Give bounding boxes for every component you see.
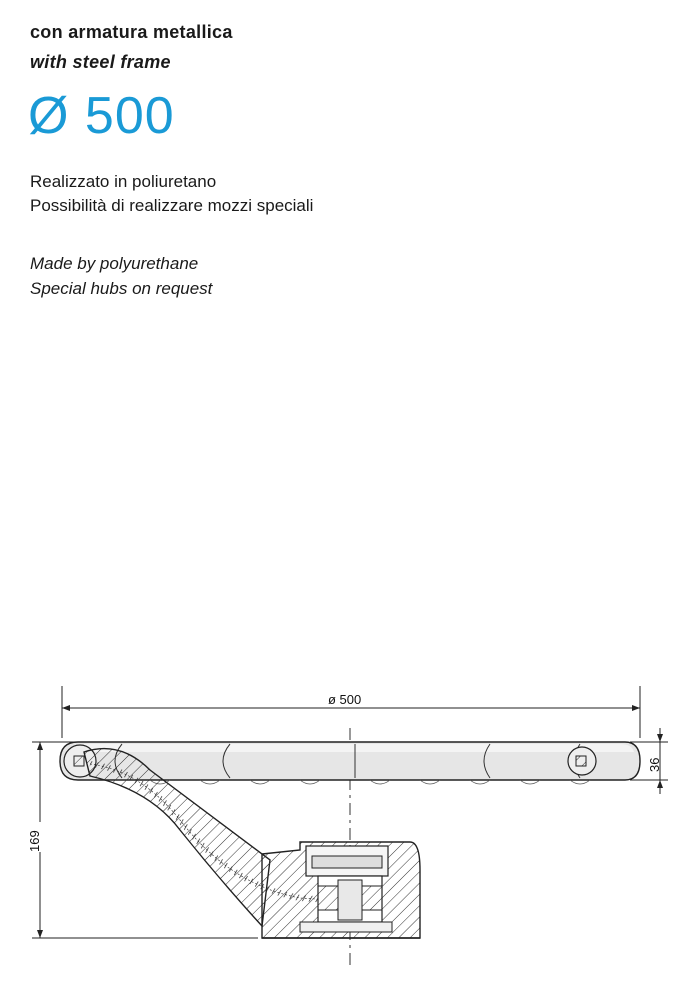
description-italian [30, 170, 313, 218]
description-line: Possibilità di realizzare mozzi speciali [30, 196, 314, 215]
diameter-dimension [62, 686, 640, 738]
title-english: with steel frame [30, 52, 171, 72]
wheel-hub [262, 842, 420, 938]
diameter-heading: Ø 500 [28, 87, 175, 145]
diameter-label: ø 500 [328, 692, 362, 707]
description-line: Realizzato in poliuretano [30, 172, 217, 191]
title-italian: con armatura metallica [30, 22, 233, 42]
description-line: Special hubs on request [30, 279, 213, 298]
technical-drawing [0, 680, 682, 980]
height-dimension-label: 169 [27, 830, 42, 852]
description-english [30, 251, 212, 301]
description-line: Made by polyurethane [30, 254, 199, 273]
rim-dimension-label: 36 [647, 757, 662, 772]
